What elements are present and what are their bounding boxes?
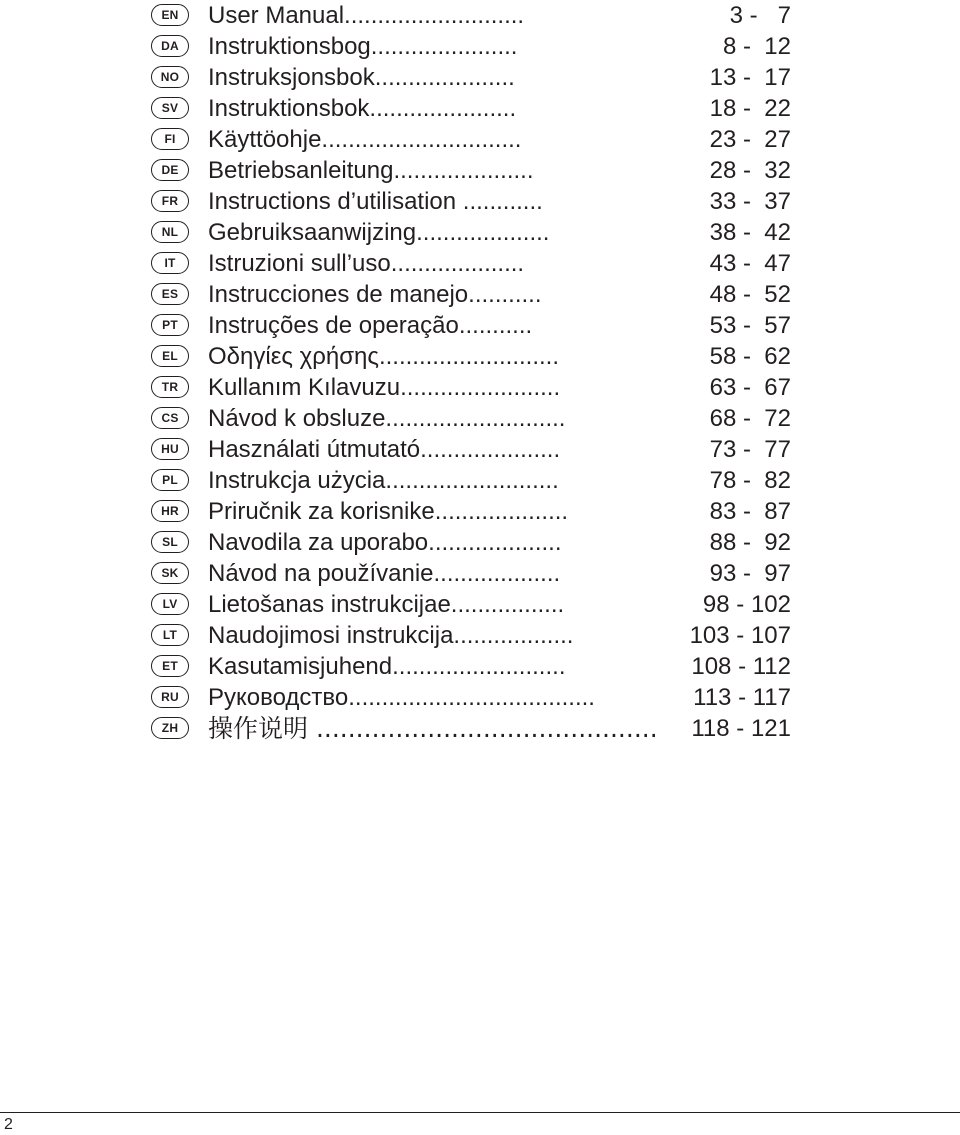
manual-title: Instruksjonsbok..................... [208, 64, 515, 91]
toc-entry-en [151, 0, 791, 31]
language-code-badge: IT [151, 252, 189, 274]
language-code-badge: SK [151, 562, 189, 584]
page-range: 28 - 32 [709, 157, 791, 184]
page-range: 33 - 37 [709, 188, 791, 215]
manual-title: Návod na používanie................... [208, 560, 561, 587]
toc-entry-ru [151, 682, 791, 713]
page-range: 88 - 92 [709, 529, 791, 556]
language-code-badge: NO [151, 66, 189, 88]
toc-entry-cs [151, 403, 791, 434]
manual-title: 操作说明 ........................................... [208, 714, 658, 743]
language-code-badge: RU [151, 686, 189, 708]
manual-title: Betriebsanleitung..................... [208, 157, 534, 184]
toc-entry-it [151, 248, 791, 279]
manual-title: Руководство..................................... [208, 684, 595, 711]
page-range: 13 - 17 [709, 64, 791, 91]
toc-entry-zh [151, 713, 791, 744]
toc-entry-pl [151, 465, 791, 496]
language-code-badge: DE [151, 159, 189, 181]
language-code-badge: EL [151, 345, 189, 367]
manual-title: Naudojimosi instrukcija.................. [208, 622, 574, 649]
page-range: 3 - 7 [729, 2, 791, 29]
manual-title: Kullanım Kılavuzu........................ [208, 374, 561, 401]
toc-entry-lv [151, 589, 791, 620]
page-range: 23 - 27 [709, 126, 791, 153]
toc-entry-hr [151, 496, 791, 527]
manual-title: Οδηγίες χρήσης........................... [208, 343, 559, 370]
toc-entry-fi [151, 124, 791, 155]
manual-title: User Manual........................... [208, 2, 525, 29]
language-code-badge: PT [151, 314, 189, 336]
manual-title: Instruktionsbok...................... [208, 95, 517, 122]
manual-title: Lietošanas instrukcijae................. [208, 591, 565, 618]
language-code-badge: LV [151, 593, 189, 615]
toc-entry-el [151, 341, 791, 372]
toc-entry-es [151, 279, 791, 310]
page-range: 18 - 22 [709, 95, 791, 122]
language-code-badge: NL [151, 221, 189, 243]
toc-entry-nl [151, 217, 791, 248]
toc-entry-hu [151, 434, 791, 465]
footer-divider [0, 1112, 960, 1113]
language-code-badge: EN [151, 4, 189, 26]
language-code-badge: LT [151, 624, 189, 646]
language-code-badge: HU [151, 438, 189, 460]
toc-entry-de [151, 155, 791, 186]
manual-title: Instruções de operação........... [208, 312, 533, 339]
toc-entry-da [151, 31, 791, 62]
manual-title: Istruzioni sull’uso.................... [208, 250, 525, 277]
manual-title: Kasutamisjuhend.......................... [208, 653, 566, 680]
language-code-badge: SL [151, 531, 189, 553]
language-code-badge: SV [151, 97, 189, 119]
page-range: 108 - 112 [691, 653, 791, 680]
page-range: 103 - 107 [689, 622, 791, 649]
page-range: 63 - 67 [709, 374, 791, 401]
toc-entry-et [151, 651, 791, 682]
page-range: 73 - 77 [709, 436, 791, 463]
language-code-badge: DA [151, 35, 189, 57]
manual-title: Käyttöohje.............................. [208, 126, 522, 153]
page-range: 98 - 102 [702, 591, 791, 618]
language-code-badge: HR [151, 500, 189, 522]
page-range: 78 - 82 [709, 467, 791, 494]
toc-entry-pt [151, 310, 791, 341]
language-code-badge: CS [151, 407, 189, 429]
page-range: 38 - 42 [709, 219, 791, 246]
page-number: 2 [4, 1116, 13, 1133]
language-code-badge: TR [151, 376, 189, 398]
manual-title: Instruktionsbog...................... [208, 33, 518, 60]
manual-title: Használati útmutató..................... [208, 436, 561, 463]
language-code-badge: FR [151, 190, 189, 212]
page-range: 113 - 117 [693, 684, 791, 711]
page-range: 8 - 12 [722, 33, 791, 60]
language-code-badge: FI [151, 128, 189, 150]
page-range: 53 - 57 [709, 312, 791, 339]
language-code-badge: ZH [151, 717, 189, 739]
language-code-badge: ES [151, 283, 189, 305]
page-range: 83 - 87 [709, 498, 791, 525]
manual-title: Gebruiksaanwijzing.................... [208, 219, 550, 246]
manual-title: Instrucciones de manejo........... [208, 281, 542, 308]
toc-entry-tr [151, 372, 791, 403]
page-range: 48 - 52 [709, 281, 791, 308]
manual-title: Instructions d’utilisation ............ [208, 188, 543, 215]
language-code-badge: PL [151, 469, 189, 491]
toc-entry-sl [151, 527, 791, 558]
toc-entry-sk [151, 558, 791, 589]
manual-title: Instrukcja użycia.......................... [208, 467, 559, 494]
toc-entry-no [151, 62, 791, 93]
page-range: 68 - 72 [709, 405, 791, 432]
language-code-badge: ET [151, 655, 189, 677]
page-range: 58 - 62 [709, 343, 791, 370]
page-range: 118 - 121 [691, 715, 791, 742]
toc-entry-lt [151, 620, 791, 651]
page-range: 93 - 97 [709, 560, 791, 587]
manual-title: Navodila za uporabo.................... [208, 529, 562, 556]
manual-title: Návod k obsluze........................... [208, 405, 566, 432]
toc-entry-sv [151, 93, 791, 124]
manual-title: Priručnik za korisnike.................... [208, 498, 569, 525]
toc-entry-fr [151, 186, 791, 217]
page-range: 43 - 47 [709, 250, 791, 277]
